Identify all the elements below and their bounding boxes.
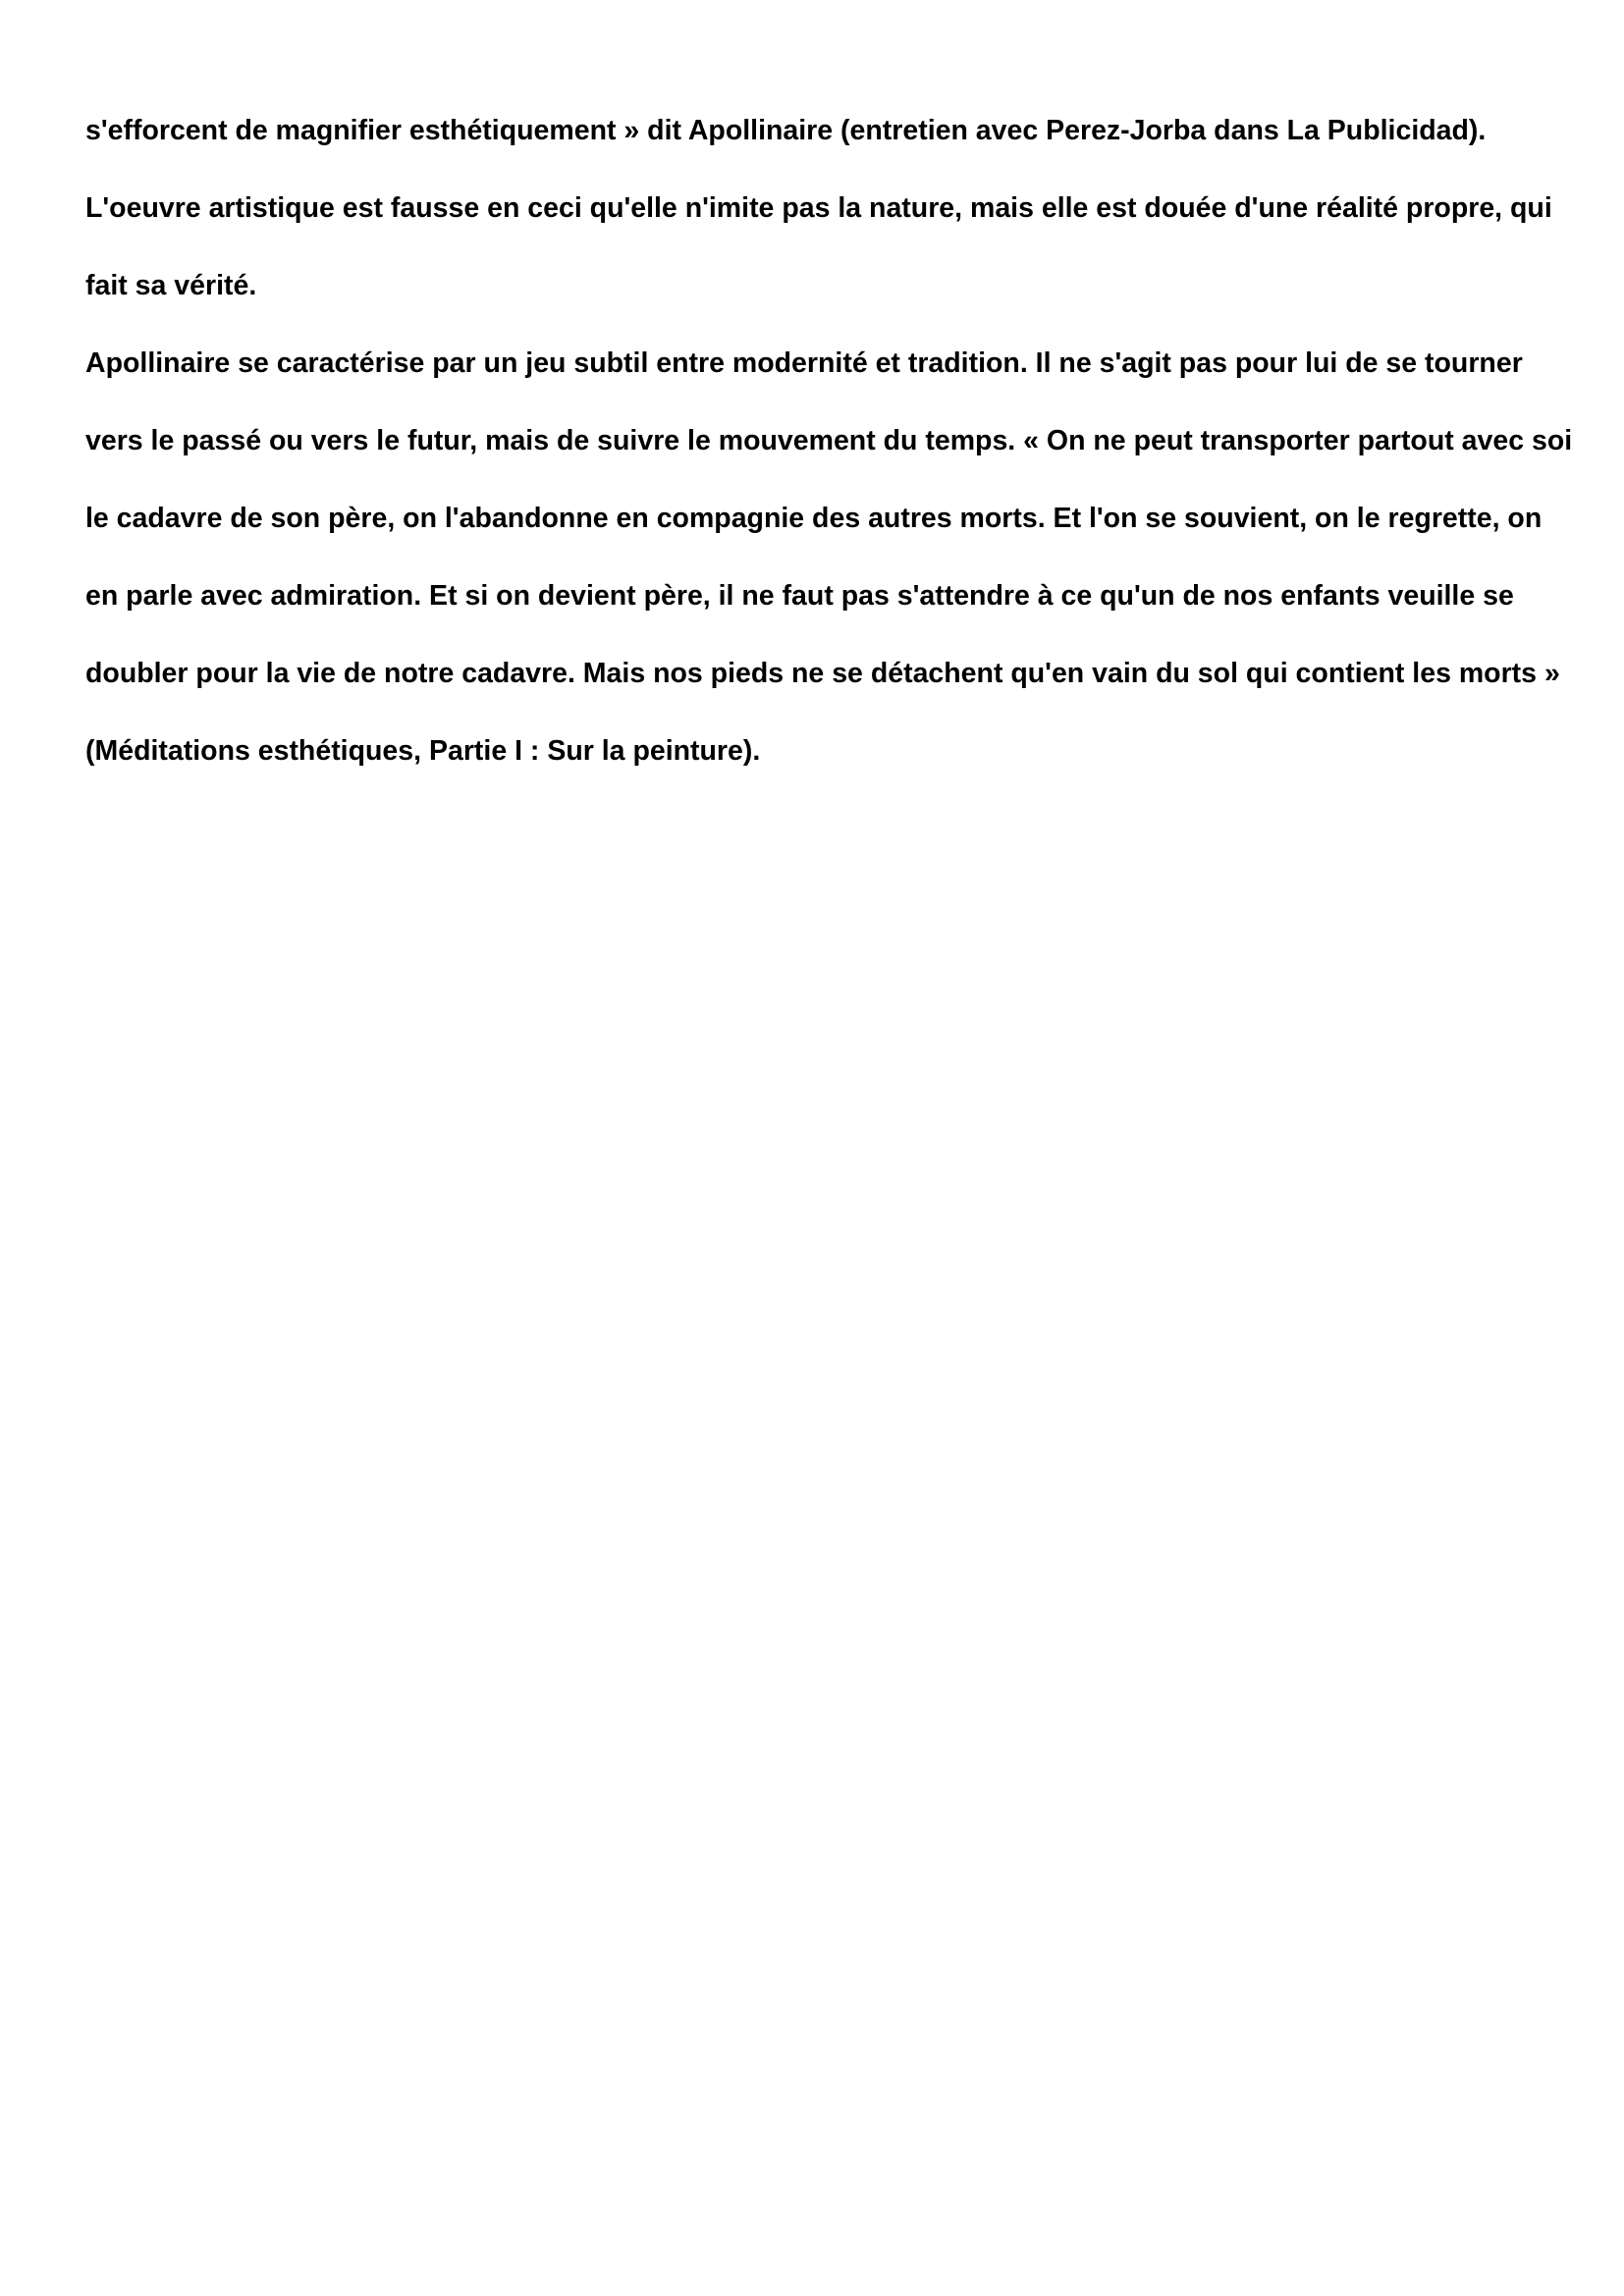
text-line: le cadavre de son père, on l'abandonne en compagnie des autres morts. Et l'on se souvient, on le regrette, on <box>85 503 1543 534</box>
text-line: fait sa vérité. <box>85 270 257 301</box>
text-line: L'oeuvre artistique est fausse en ceci qu'elle n'imite pas la nature, mais elle est douée d'une réalité propre, qui <box>85 192 1552 224</box>
text-line: en parle avec admiration. Et si on devient père, il ne faut pas s'attendre à ce qu'un de nos enfants veuille se <box>85 580 1514 612</box>
text-line: Apollinaire se caractérise par un jeu subtil entre modernité et tradition. Il ne s'agit pas pour lui de se tourner <box>85 347 1523 379</box>
text-line: vers le passé ou vers le futur, mais de suivre le mouvement du temps. « On ne peut transporter partout avec soi <box>85 425 1573 456</box>
text-line: (Méditations esthétiques, Partie I : Sur la peinture). <box>85 735 761 767</box>
text-line: doubler pour la vie de notre cadavre. Mais nos pieds ne se détachent qu'en vain du sol qui contient les morts » <box>85 658 1560 689</box>
body-text <box>85 92 1573 790</box>
text-line: s'efforcent de magnifier esthétiquement » dit Apollinaire (entretien avec Perez-Jorba dans La Publicidad). <box>85 115 1487 146</box>
